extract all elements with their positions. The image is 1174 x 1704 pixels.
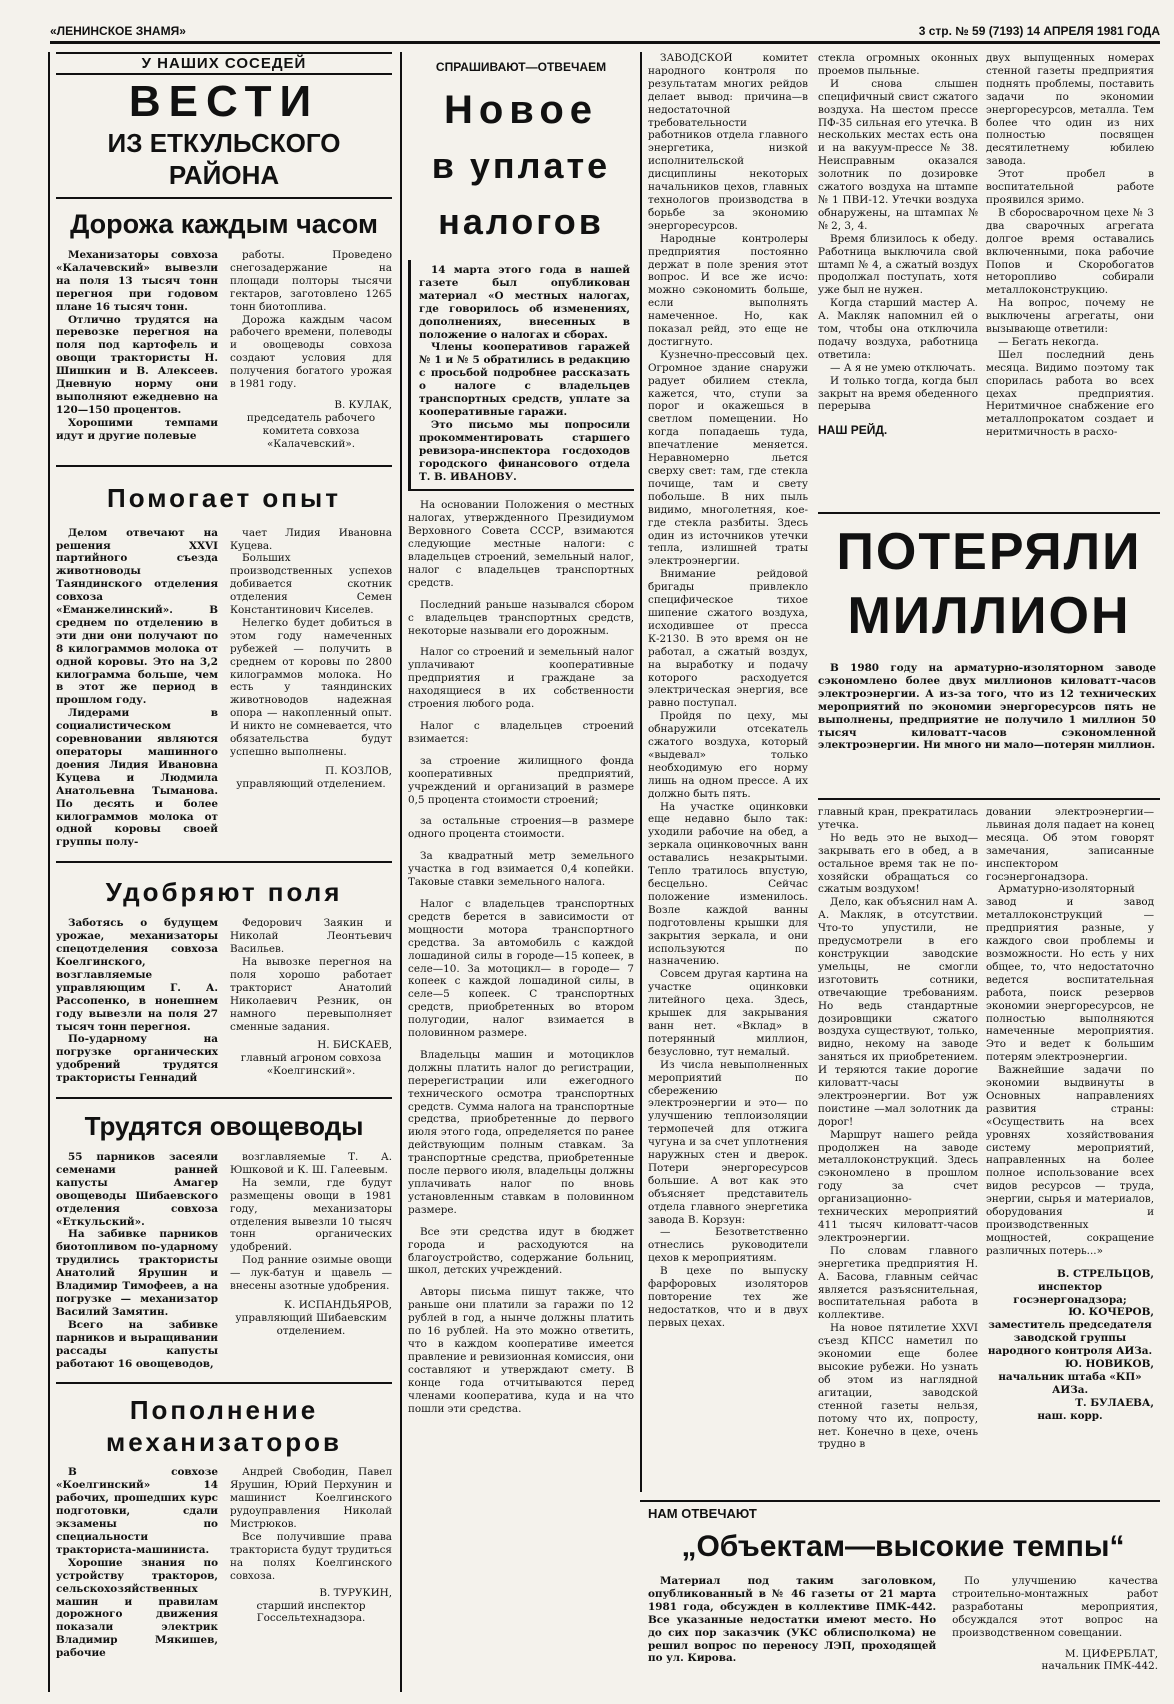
neighbors-subtitle: ИЗ ЕТКУЛЬСКОГО РАЙОНА — [107, 128, 341, 190]
taxes-title-3: налогов — [438, 201, 604, 242]
article-title: Пополнение — [129, 1395, 319, 1426]
paragraph: возглавляемые Т. А. Юшковой и К. Ш. Галеевым. — [230, 1151, 392, 1176]
reply-title: „Объектам—высокие темпы“ — [681, 1530, 1125, 1563]
paragraph: Авторы письма пишут также, что раньше они платили за гаражи по 12 рублей в год, а нынче должны платить по 16 рублей. На это можно ответить, что в каждом кооперативе имеется правление и ревизионная комиссия, они составляют и утверждают смету. В конце года отчитываются перед членами кооператива, куда и на что пошли эти средства. — [408, 1286, 634, 1415]
author-role: главный агроном совхоза «Коелгинский». — [240, 1052, 382, 1078]
divider — [818, 512, 1160, 514]
masthead — [50, 22, 1160, 44]
author-name: Н. БИСКАЕВ, — [317, 1039, 392, 1052]
article-body — [56, 527, 392, 850]
paragraph: На участке оцинковки еще недавно было так: уходили рабочие на обед, а зеркала оцинковочных ванн оставались незакрытыми. Тепло тратилось впустую, бесцельно. Сейчас положение изменилось. Возле каждой ванны подготовлены крышки для закрытия зеркала, и они используются по назначению. — [648, 800, 808, 968]
paragraph: стекла огромных оконных проемов пыльные. — [818, 52, 978, 77]
divider — [640, 1500, 1160, 1502]
paragraph: Хорошими темпами идут и другие полевые — [56, 416, 218, 442]
paragraph: ЗАВОДСКОЙ комитет народного контроля по результатам многих рейдов делает вывод: причина—в недостаточной требовательности работников отдела главного энергетика, низкой исполнительской дисциплины некоторых начальников цехов, главных технологов производства в борьбе за экономию энергоресурсов. — [648, 52, 808, 232]
paragraph: По словам главного энергетика предприятия Н. А. Басова, главным сейчас является разъяснительная, воспитательная работа в коллективе. — [818, 1244, 978, 1322]
paper-name: «ЛЕНИНСКОЕ ЗНАМЯ» — [50, 24, 186, 38]
paragraph: Последний раньше назывался сбором с владельцев транспортных средств, некоторые называли его дорожным. — [408, 598, 634, 637]
paragraph: Налог с владельцев транспортных средств берется в зависимости от мощности мотора транспортного средства. За автомобиль с каждой лошадиной силы в городе—15 копеек, в селе—10. За мотоцикл— в городе— 7 копеек с каждой лошадиной силы, в селе—5 копеек. С транспортных средств, приобретенных во втором полугодии, налог взимается в половинном размере. — [408, 897, 634, 1040]
reply-body — [648, 1575, 1158, 1673]
paragraph: Пройдя по цеху, мы обнаружили отсекатель сжатого воздуха, который «выдевал» только необходимую его норму лишь на одном прессе. А их должно быть пять. — [648, 710, 808, 800]
paragraph: Заботясь о будущем урожае, механизаторы спецотделения совхоза Коелгинского, возглавляемые управляющим Г. А. Рассопенко, в нонешнем году вывезли на поля 27 тысяч тонн перегноя. — [56, 917, 218, 1033]
paragraph: за строение жилищного фонда кооперативных предприятий, учреждений и организаций в размере 0,5 процента стоимости строений; — [408, 754, 634, 806]
paragraph: 55 парников засеяли семенами ранней капусты Амагер овощеводы Шибаевского отделения совхоза «Еткульский». — [56, 1151, 218, 1228]
paragraph: На новое пятилетие XXVI съезд КПСС наметил по экономии еще более высокие рубежи. Но узнать об этом из наглядной агитации, заводской стенной газеты нельзя, потому что их, попросту, нет. Конечно в цехе, очень трудно в — [818, 1322, 978, 1451]
paragraph: Дорожа каждым часом рабочего времени, полеводы и овощеводы совхоза создают условия для получения богатого урожая в 1981 году. — [230, 313, 392, 391]
article-title: Помогает опыт — [107, 482, 341, 513]
column-rule — [640, 52, 642, 1492]
paragraph: довании электроэнергии—львиная доля падает на конец месяца. Об этом говорят замечания, записанные инспектором госэнергонадзора. — [986, 806, 1154, 883]
paragraph: Совсем другая картина на участке оцинковки литейного цеха. Здесь, крышек для закрывания ванн нет. «Вклад» в потерянный миллион, безусловно, тут немалый. — [648, 968, 808, 1058]
paragraph: Когда старший мастер А. А. Макляк напомнил ей о том, чтобы она отключила подачу воздуха, работница ответила: — [818, 297, 978, 361]
paragraph: главный кран, прекратилась утечка. — [818, 806, 978, 831]
paragraph: Материал под таким заголовком, опубликованный в № 46 газеты от 21 марта 1981 года, обсужден в коллективе ПМК-442. Все указанные недостатки имеют место. Но до сих пор заказчик (УКС облисполкома) не решил вопрос по переносу ЛЭП, проходящей по ул. Кирова. — [648, 1575, 937, 1665]
paragraph: И только тогда, когда был закрыт на время обеденного перерыва — [818, 374, 978, 413]
paragraph: Налог с владельцев строений взимается: — [408, 720, 634, 745]
author-name: В. КУЛАК, — [334, 398, 392, 411]
paragraph: Шел последний день месяца. Видимо поэтому так спорилась работа во всех цехах предприятия. Неритмичное снабжение его металлопрокатом создает и неритмичность в расхо- — [986, 348, 1154, 439]
paragraph: Всего на забивке парников и выращивании рассады капусты работают 16 овощеводов, — [56, 1318, 218, 1370]
paragraph: На земли, где будут размещены овощи в 1981 году, механизаторы отделения вывезли 10 тысяч тонн органических удобрений. — [230, 1176, 392, 1254]
author-role: наш. корр. — [1037, 1409, 1103, 1422]
paragraph: Лидерами в социалистическом соревновании являются операторы машинного доения Лидия Ивановна Куцева и Людмила Анатольевна Тыманова. По десять и более килограммов молока от одной коровы своей группы полу- — [56, 707, 218, 849]
article-title: Трудятся овощеводы — [84, 1111, 364, 1142]
author-role: управляющий отделением. — [236, 777, 386, 790]
reply-kicker: НАМ ОТВЕЧАЮТ — [648, 1506, 757, 1521]
author-name: В. ТУРУКИН, — [319, 1586, 392, 1599]
loss-signatures — [986, 1268, 1154, 1423]
paragraph: В сборосварочном цехе № 3 два сварочных агрегата долгое время оставались включенными, пока рабочие Попов и Скоробогатов неторопливо собирали металлоконструкцию. — [986, 206, 1154, 297]
taxes-lead — [408, 260, 634, 491]
taxes-title-2: в уплате — [431, 145, 611, 186]
loss-lead: В 1980 году на арматурно-изоляторном заводе сэкономлено более двух миллионов киловатт-часов электроэнергии. А из-за того, что из 12 технических мероприятий по экономии энергоресурсов пять не выполнены, предприятие не получило 1 миллион 50 тысяч киловатт-часов сэкономленной электроэнергии. Ни много ни мало—потерян миллион. — [818, 662, 1156, 752]
paragraph: Из числа невыполненных мероприятий по сбережению электроэнергии и это— по улучшению теплоизоляции термопечей для отжига чугуна и за счет уплотнения наружных стен и дверок. Потери энергоресурсов большие. А вот как это объясняет представитель отдела главного энергетика завода В. Корзун: — [648, 1058, 808, 1226]
paragraph: Дело, как объяснил нам А. А. Макляк, в отсутствии. Что-то упустили, не предусмотрели в его конструкции заводские умельцы, не смогли изготовить сотники, отвечающие требованиям. Но ведь стандартные дозировщики сжатого воздуха существуют, только, видно, некому на заводе заняться их приобретением. И теряются такие дорогие киловатт-часы электроэнергии. Вот уж поистине —мал золотник да дорог! — [818, 896, 978, 1128]
paragraph: Делом отвечают на решения XXVI партийного съезда животноводы Таяндинского отделения совхоза «Еманжелинский». В среднем по отделению в эти дни они получают по 8 килограммов молока от одной коровы. Это на 3,2 килограмма больше, чем в этот же период в прошлом году. — [56, 526, 218, 707]
paragraph: Больших производственных успехов добивается скотник отделения Семен Константинович Киселев. — [230, 552, 392, 617]
paragraph: Внимание рейдовой бригады привлекло специфическое тихое шипение сжатого воздуха, исходившее от пресса К-2130. В это время он не работал, а сжатый воздух, на выработку и подачу которого расходуется электрическая энергия, все равно поступал. — [648, 568, 808, 710]
author-role: начальник ПМК-442. — [1041, 1660, 1158, 1673]
paragraph: Важнейшие задачи по экономии выдвинуты в Основных направлениях развития страны: «Осуществить на всех уровнях хозяйствования систему мероприятий, направленных на более полное использование всех видов ресурсов — труда, энергии, сырья и материалов, оборудования и производственных мощностей, сокращение различных потерь...» — [986, 1064, 1154, 1257]
author-name: В. СТРЕЛЬЦОВ, — [1056, 1267, 1154, 1280]
article-title: Дорожа каждым часом — [70, 209, 378, 239]
paragraph: Маршрут нашего рейда продолжен на заводе металлоконструкций. Здесь сэкономлено в прошлом году за счет организационно-технических мероприятий 411 тысяч киловатт-часов электроэнергии. — [818, 1128, 978, 1244]
author-role: старший инспектор Госсельтехнадзора. — [256, 1599, 366, 1625]
column-rule — [400, 52, 402, 1692]
neighbors-kicker: У НАШИХ СОСЕДЕЙ — [56, 52, 392, 75]
paragraph: Кузнечно-прессовый цех. Огромное здание снаружи радует обилием стекла, кажется, что, ступи за порог и окажешься в светлом помещении. Но когда попадаешь туда, впечатление меняется. Неравномерно льется сверху свет: там, где стекла почище, там и свету побольше. В них пыль видимо, многолетняя, кое-где стекла разбиты. Здесь один из источников утечки тепла, излишней траты электроэнергии. — [648, 348, 808, 568]
paragraph: В совхозе «Коелгинский» 14 рабочих, прошедших курс подготовки, сдали экзамены по специальности тракториста-машиниста. — [56, 1466, 218, 1556]
article-body — [56, 1466, 392, 1660]
paragraph: Этот пробел в воспитательной работе проявился зримо. — [986, 168, 1154, 206]
neighbors-title: ВЕСТИ — [128, 77, 320, 126]
paragraph: 14 марта этого года в нашей газете был опубликован материал «О местных налогах, где говорилось об изменениях, дополнениях, внесенных в положение о налогах и сборах. — [419, 264, 630, 341]
paragraph: — Бегать некогда. — [998, 335, 1099, 348]
paragraph: На основании Положения о местных налогах, утвержденного Президиумом Верховного Совета СССР, взимаются следующие местные налоги: с владельцев строений, земельный налог, налог с владельцев транспортных средств. — [408, 499, 634, 589]
loss-column-2b — [818, 806, 978, 1492]
author-name: Т. БУЛАЕВА, — [1075, 1396, 1154, 1409]
paragraph: чает Лидия Ивановна Куцева. — [230, 526, 392, 552]
loss-column-3b — [986, 806, 1154, 1492]
paragraph: Механизаторы совхоза «Калачевский» вывезли на поля 13 тысяч тонн перегноя при годовом плане 16 тысяч тонн. — [56, 249, 218, 313]
loss-column-1 — [648, 52, 808, 1492]
column-rule — [48, 52, 50, 1692]
loss-headline-block — [818, 520, 1160, 800]
paragraph: По улучшению качества строительно-монтажных работ разработаны мероприятия, обсуждался этот вопрос на производственном совещании. — [952, 1575, 1158, 1639]
loss-column-2 — [818, 52, 978, 506]
divider — [818, 798, 1160, 800]
paragraph: Время близилось к обеду. Работница выключила свой штамп № 4, а сжатый воздух продолжал поступать, хотя уже был не нужен. — [818, 232, 978, 297]
paragraph: Под ранние озимые овощи — лук-батун и щавель — внесены азотные удобрения. — [230, 1254, 392, 1293]
paragraph: Владельцы машин и мотоциклов должны платить налог до регистрации, перерегистрации или ежегодного технического осмотра транспортных средств. Сумма налога на транспортные средства, приобретенные до первого июля этого года, определяется по ранее действующим полным ставкам. За транспортные средства, приобретенные после первого июля, владельцы должны уплачивать налог по вновь установленным ставкам в половинном размере. — [408, 1048, 634, 1216]
paragraph: Все эти средства идут в бюджет города и расходуются на благоустройство, содержание больниц, школ, детских учреждений. — [408, 1225, 634, 1277]
article-body — [56, 917, 392, 1085]
article-subtitle: механизаторов — [105, 1427, 343, 1458]
paragraph: За квадратный метр земельного участка в год взимается 0,4 копейки. Таковые ставки земельного налога. — [408, 850, 634, 889]
paragraph: Налог со строений и земельный налог уплачивают кооперативные предприятия и граждане за находящиеся в их собственности строения любого рода. — [408, 646, 634, 711]
paragraph: двух выпущенных номерах стенной газеты предприятия поднять проблемы, поставить задачи по экономии энергоресурсов, металла. Тем более что один из них полностью посвящен десятилетнему юбилею завода. — [986, 52, 1154, 168]
author-name: М. ЦИФЕРБЛАТ, — [1065, 1647, 1158, 1660]
author-name: Ю. КОЧЕРОВ, — [1068, 1306, 1154, 1319]
paragraph: Все получившие права тракториста будут трудиться на полях Коелгинского совхоза. — [230, 1530, 392, 1582]
paragraph: Народные контролеры предприятия постоянно держат в поле зрения этот вопрос. И все же исчо: можно сэкономить больше, если выполнять намеченное. Но, как показал рейд, это еще не достигнуто. — [648, 232, 808, 348]
article-body — [56, 249, 392, 451]
paragraph: Но ведь это не выход—закрывать его в обед, а в остальное время так не по-хозяйски обращаться со сжатым воздухом! — [818, 831, 978, 896]
taxes-title: Новое — [443, 88, 599, 132]
author-role: заместитель председателя заводской группы народного контроля АИЗа. — [987, 1319, 1153, 1358]
article-title: Удобряют поля — [105, 877, 343, 908]
raid-kicker: НАШ РЕЙД. — [818, 423, 888, 438]
paragraph: На забивке парников биотопливом по-ударному трудились трактористы Анатолий Ярушин и Владимир Тимофеев, а на погрузке — механизатор Василий Замятин. — [56, 1228, 218, 1318]
loss-title: ПОТЕРЯЛИ — [836, 523, 1142, 581]
paragraph: На вывозке перегноя на поля хорошо работает тракторист Анатолий Николаевич Резник, он намного перевыполняет сменные задания. — [230, 955, 392, 1033]
taxes-column — [408, 60, 634, 1690]
paragraph: Это письмо мы попросили прокомментировать старшего ревизора-инспектора госдоходов городского финансового отдела Т. В. ИВАНОВУ. — [419, 418, 630, 483]
paragraph: И снова слышен специфичный свист сжатого воздуха. На шестом прессе ПФ-35 сильная его утечка. В нескольких местах есть она и на вакуум-прессе № 38. Неисправным оказался золотник по дозировке сжатого воздуха на штампе № 1 ПВИ-12. Утечки воздуха обнаружены, на штампах №№ 2, 3, 4. — [818, 77, 978, 232]
taxes-kicker: СПРАШИВАЮТ—ОТВЕЧАЕМ — [435, 60, 607, 74]
paragraph: По-ударному на погрузке органических удобрений трудятся трактористы Геннадий — [56, 1033, 218, 1085]
paragraph: — А я не умею отключать. — [830, 361, 976, 374]
left-column — [56, 52, 392, 1692]
author-role: управляющий Шибаевским отделением. — [235, 1311, 387, 1337]
paragraph: На вопрос, почему не выключены агрегаты, они вызывающе ответили: — [986, 297, 1154, 336]
paragraph: Федорович Заякин и Николай Леонтьевич Васильев. — [230, 917, 392, 956]
paragraph: — Безответственно отнеслись руководители цехов к мероприятиям. — [648, 1226, 808, 1265]
reply-block — [648, 1506, 1158, 1696]
author-name: П. КОЗЛОВ, — [325, 764, 392, 777]
author-role: председатель рабочего комитета совхоза «Калачевский». — [246, 411, 376, 450]
paragraph: Арматурно-изоляторный завод и завод металлоконструкций — предприятия разные, у каждого свои проблемы и возможности. Но есть у них общее, то, что недостаточно ведется воспитательная работа, поиск резервов экономии энергоресурсов, не полностью выполняются намеченные мероприятия. Это и ведет к большим потерям электроэнергии. — [986, 883, 1154, 1064]
paragraph: Отлично трудятся на перевозке перегноя на поля под картофель и овощи трактористы Н. Шишкин и В. Алексеев. Дневную норму они выполняют ежедневно на 120—150 процентов. — [56, 313, 218, 416]
paragraph: за остальные строения—в размере одного процента стоимости. — [408, 815, 634, 841]
paragraph: работы. Проведено снегозадержание на площади полторы тысячи гектаров, заготовлено 1265 тонн биотоплива. — [230, 249, 392, 313]
issue-line: 3 стр. № 59 (7193) 14 АПРЕЛЯ 1981 ГОДА — [918, 24, 1160, 38]
author-role: инспектор госэнергонадзора; — [1013, 1280, 1127, 1306]
loss-column-3 — [986, 52, 1154, 506]
article-body — [56, 1151, 392, 1370]
paragraph: Нелегко будет добиться в этом году намеченных рубежей — получить в среднем от коровы по 2800 килограммов молока. Но есть у таяндинских животноводов надежная опора — накопленный опыт. И никто не сомневается, что обязательства будут успешно выполнены. — [230, 616, 392, 758]
paragraph: Члены кооперативов гаражей № 1 и № 5 обратились в редакцию с просьбой подробнее рассказать о налоге с владельцев транспортных средств, уплате за кооперативные гаражи. — [419, 341, 630, 418]
loss-title-2: МИЛЛИОН — [847, 587, 1131, 645]
paragraph: Хорошие знания по устройству тракторов, сельскохозяйственных машин и правилам дорожного движения показали электрик Владимир Мякишев, рабочие — [56, 1556, 218, 1660]
paragraph: Андрей Свободин, Павел Ярушин, Юрий Перхунин и машинист Коелгинского рудоуправления Николай Мистрюков. — [230, 1466, 392, 1531]
author-name: К. ИСПАНДЬЯРОВ, — [284, 1299, 392, 1311]
paragraph: В цехе по выпуску фарфоровых изоляторов повторение тех же недостатков, что и в двух первых цехах. — [648, 1265, 808, 1329]
author-name: Ю. НОВИКОВ, — [1065, 1358, 1154, 1371]
author-role: начальник штаба «КП» АИЗа. — [998, 1370, 1142, 1396]
